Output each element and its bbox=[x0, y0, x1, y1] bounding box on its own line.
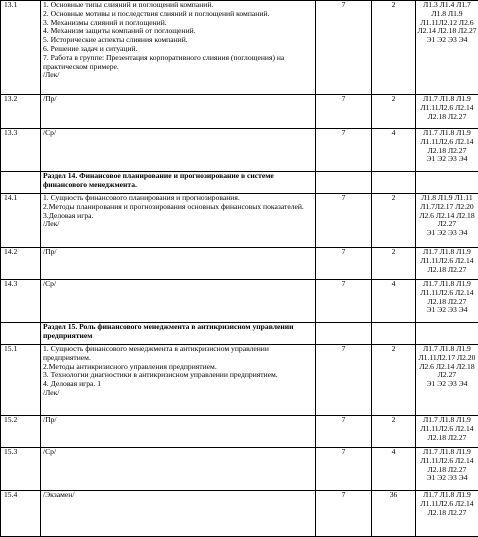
hours-cell: 2 bbox=[372, 95, 416, 129]
literature-cell: Л1.7 Л1.8 Л1.9 Л1.11Л2.17 Л2.20 Л2.6 Л2.14 Л2.18 Л2.27 Э1 Э2 Э3 Э4 bbox=[416, 345, 478, 416]
lesson-number: 15.2 bbox=[1, 416, 41, 448]
lesson-number: 14.3 bbox=[1, 280, 41, 323]
table-row bbox=[1, 280, 478, 323]
empty-cell bbox=[416, 323, 478, 345]
table-row bbox=[1, 345, 478, 416]
section-row bbox=[1, 323, 478, 345]
literature-cell: Л1.7 Л1.8 Л1.9 Л1.11Л2.6 Л2.14 Л2.18 Л2.27 bbox=[416, 95, 478, 129]
literature-cell: Л1.7 Л1.8 Л1.9 Л1.11Л2.6 Л2.14 Л2.18 Л2.27 bbox=[416, 248, 478, 280]
empty-cell bbox=[372, 172, 416, 194]
lesson-topic: 1. Сущность финансового планирования и прогнозирования. 2.Методы планирования и прогнозирования основных финансовых показателей. 3.Деловая игра. /Лек/ bbox=[41, 194, 316, 248]
lesson-number: 15.4 bbox=[1, 491, 41, 537]
hours-cell: 2 bbox=[372, 1, 416, 95]
section-number-empty bbox=[1, 172, 41, 194]
lesson-number: 13.3 bbox=[1, 129, 41, 172]
literature-cell: Л1.8 Л1.9 Л1.11 Л1.7Л2.17 Л2.20 Л2.6 Л2.14 Л2.18 Л2.27 Э1 Э2 Э3 Э4 bbox=[416, 194, 478, 248]
literature-cell: Л1.7 Л1.8 Л1.9 Л1.11Л2.6 Л2.14 Л2.18 Л2.27 bbox=[416, 416, 478, 448]
semester-cell: 7 bbox=[316, 194, 372, 248]
semester-cell: 7 bbox=[316, 1, 372, 95]
semester-cell: 7 bbox=[316, 345, 372, 416]
lesson-topic: 1. Сущность финансового менеджмента в антикризисном управлении предприятием. 2.Методы антикризисного управления предприятием. 3. Технологии диагностики в антикризисном управлении предприятием. 4. Деловая игра. 1 /Лек/ bbox=[41, 345, 316, 416]
section-number-empty bbox=[1, 323, 41, 345]
lesson-topic: /Пр/ bbox=[41, 248, 316, 280]
table-row bbox=[1, 129, 478, 172]
hours-cell: 36 bbox=[372, 491, 416, 537]
table-row bbox=[1, 1, 478, 95]
table-row bbox=[1, 448, 478, 491]
table-row bbox=[1, 248, 478, 280]
semester-cell: 7 bbox=[316, 448, 372, 491]
empty-cell bbox=[372, 323, 416, 345]
empty-cell bbox=[316, 172, 372, 194]
lesson-number: 15.3 bbox=[1, 448, 41, 491]
semester-cell: 7 bbox=[316, 248, 372, 280]
table-row bbox=[1, 194, 478, 248]
section-row bbox=[1, 172, 478, 194]
empty-cell bbox=[416, 172, 478, 194]
hours-cell: 4 bbox=[372, 448, 416, 491]
hours-cell: 4 bbox=[372, 280, 416, 323]
hours-cell: 2 bbox=[372, 194, 416, 248]
literature-cell: Л1.3 Л1.4 Л1.7 Л1.8 Л1.9 Л1.11Л2.12 Л2.6 Л2.14 Л2.18 Л2.27 Э1 Э2 Э3 Э4 bbox=[416, 1, 478, 95]
semester-cell: 7 bbox=[316, 280, 372, 323]
literature-cell: Л1.7 Л1.8 Л1.9 Л1.11Л2.6 Л2.14 Л2.18 Л2.27 Э1 Э2 Э3 Э4 bbox=[416, 280, 478, 323]
table-row bbox=[1, 95, 478, 129]
hours-cell: 2 bbox=[372, 416, 416, 448]
table-row bbox=[1, 416, 478, 448]
hours-cell: 2 bbox=[372, 345, 416, 416]
lesson-topic: /Ср/ bbox=[41, 448, 316, 491]
semester-cell: 7 bbox=[316, 129, 372, 172]
empty-cell bbox=[316, 323, 372, 345]
lesson-number: 13.2 bbox=[1, 95, 41, 129]
section-title: Раздел 15. Роль финансового менеджмента в антикризисном управлении предприятием bbox=[41, 323, 316, 345]
hours-cell: 2 bbox=[372, 248, 416, 280]
lesson-number: 14.2 bbox=[1, 248, 41, 280]
table-row bbox=[1, 491, 478, 537]
lesson-topic: /Экзамен/ bbox=[41, 491, 316, 537]
lesson-topic: /Пр/ bbox=[41, 95, 316, 129]
literature-cell: Л1.7 Л1.8 Л1.9 Л1.11Л2.6 Л2.14 Л2.18 Л2.27 Э1 Э2 Э3 Э4 bbox=[416, 448, 478, 491]
lesson-topic: /Пр/ bbox=[41, 416, 316, 448]
lesson-topic: 1. Основные типы слияний и поглощений компаний. 2. Основные мотивы и последствия слияний и поглощений компаний. 3. Механизмы слияний и поглощений. 4. Механизм защиты компаний от поглощений. 5. Исторические аспекты слияния компаний. 6. Решение задач и ситуаций. 7. Работа в группе: Презентация корпоративного слияния (поглощения) на практическом примере. /Лек/ bbox=[41, 1, 316, 95]
section-title: Раздел 14. Финансовое планирование и прогнозирование в системе финансового менеджмента. bbox=[41, 172, 316, 194]
semester-cell: 7 bbox=[316, 416, 372, 448]
lesson-topic: /Ср/ bbox=[41, 280, 316, 323]
literature-cell: Л1.7 Л1.8 Л1.9 Л1.11Л2.6 Л2.14 Л2.18 Л2.27 Э1 Э2 Э3 Э4 bbox=[416, 129, 478, 172]
lesson-number: 14.1 bbox=[1, 194, 41, 248]
lesson-number: 13.1 bbox=[1, 1, 41, 95]
literature-cell: Л1.7 Л1.8 Л1.9 Л1.11Л2.6 Л2.14 Л2.18 Л2.27 bbox=[416, 491, 478, 537]
semester-cell: 7 bbox=[316, 491, 372, 537]
semester-cell: 7 bbox=[316, 95, 372, 129]
lesson-topic: /Ср/ bbox=[41, 129, 316, 172]
lesson-number: 15.1 bbox=[1, 345, 41, 416]
hours-cell: 4 bbox=[372, 129, 416, 172]
